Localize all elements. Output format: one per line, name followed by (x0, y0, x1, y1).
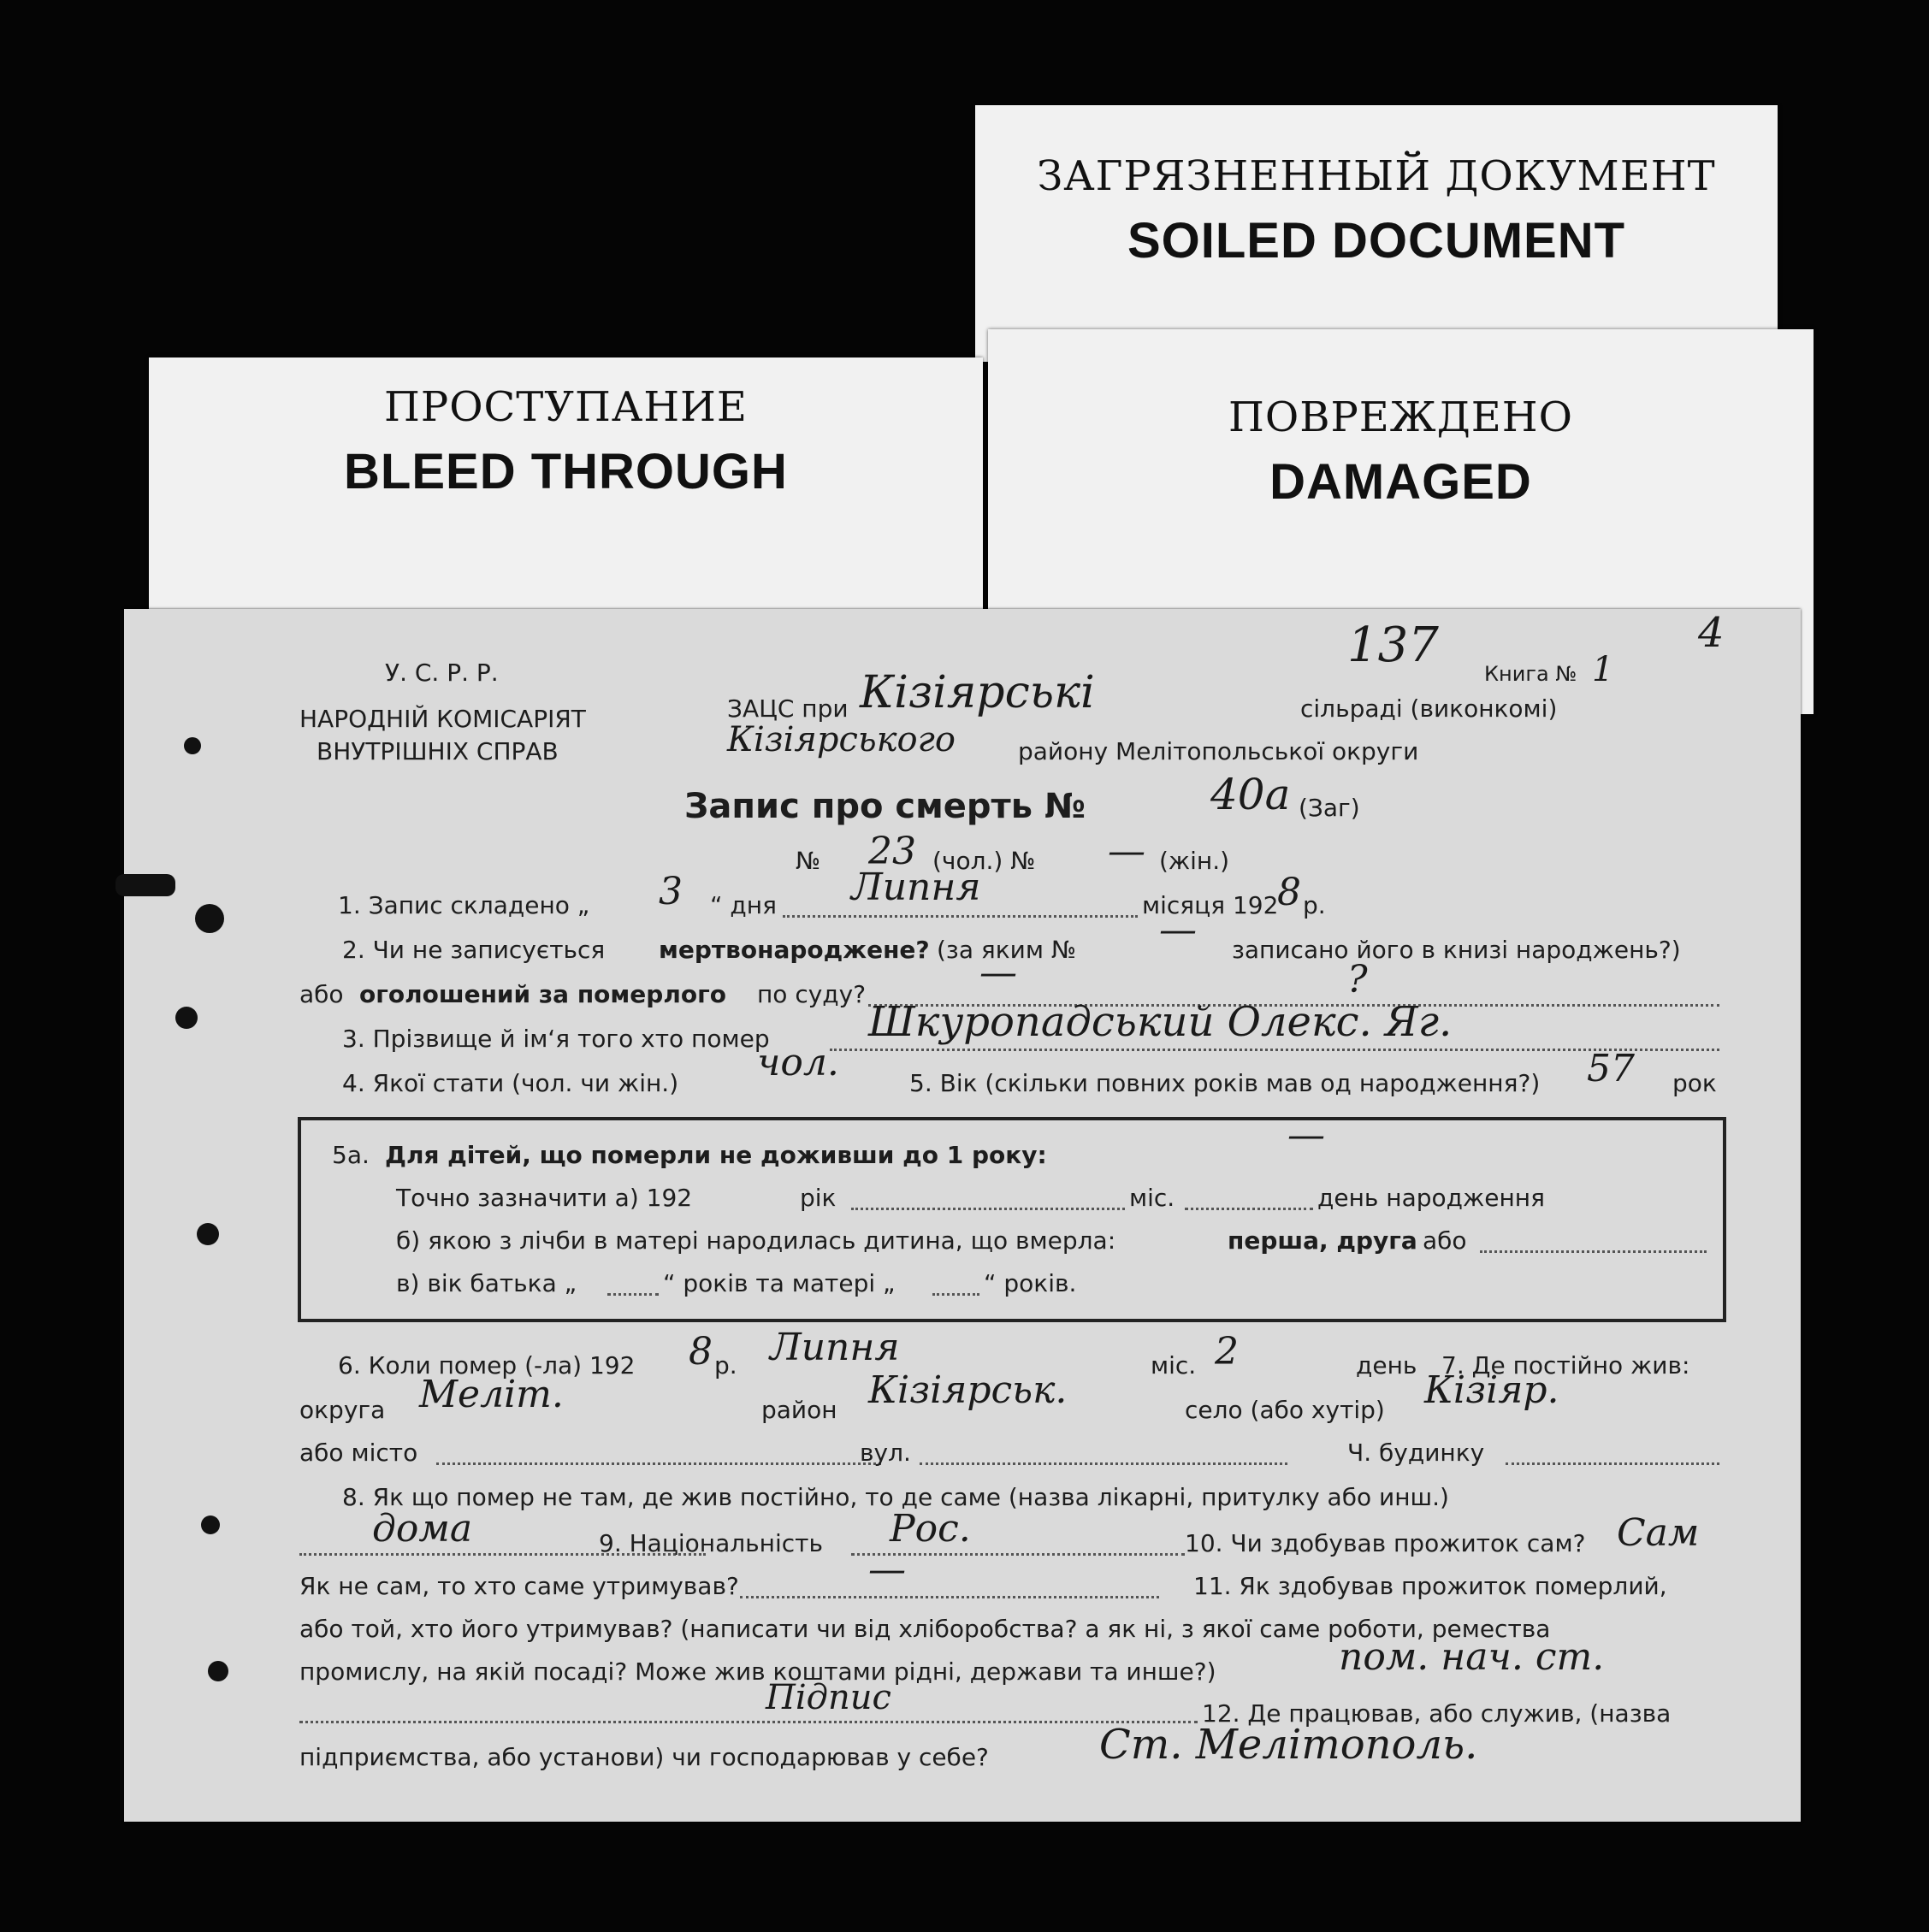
field-7-label: 7. Де постійно жив: (1441, 1351, 1690, 1380)
field-7-misto: або місто (299, 1439, 418, 1467)
field-9-nationality-handwritten: Рос. (890, 1507, 971, 1551)
death-record-form (124, 609, 1801, 1822)
dotted-line (1480, 1250, 1707, 1253)
male-number-handwritten: 23 (868, 830, 916, 873)
commissariat-line-1: НАРОДНІЙ КОМІСАРІЯТ (299, 705, 586, 733)
punch-hole (175, 1007, 198, 1029)
zags-label: ЗАЦС при (727, 694, 849, 723)
field-2-which: (за яким № (937, 936, 1076, 964)
field-7-selo-handwritten: Кізіяр. (1424, 1368, 1559, 1412)
field-10-supported-by: Як не сам, то хто саме утримував? (299, 1572, 739, 1600)
field-1-year-handwritten: 8 (1277, 871, 1301, 914)
field-2-declared: оголошений за померлого (359, 980, 726, 1008)
field-2-stillborn: мертвонароджене? (659, 936, 930, 964)
field-2-dash-handwritten: — (1159, 908, 1197, 952)
punch-hole (115, 874, 175, 896)
dotted-line (1506, 1462, 1719, 1465)
field-6-day-label: день (1356, 1351, 1417, 1380)
field-1-label: 1. Запис складено „ (338, 891, 590, 919)
dotted-line (932, 1293, 979, 1296)
male-label: (чол.) № (932, 847, 1036, 875)
zags-council-handwritten: Кізіярські (860, 667, 1095, 718)
no-label: № (796, 847, 821, 875)
field-12-line-2: підприємства, або установи) чи господарював у себе? (299, 1743, 989, 1771)
field-5a-order: б) якою з лічби в матері народилась дитина, що вмерла: (396, 1226, 1116, 1255)
field-7-okruga: округа (299, 1396, 386, 1424)
field-7-raion: район (761, 1396, 837, 1424)
dotted-line (299, 1721, 1198, 1723)
field-10-label: 10. Чи здобував прожиток сам? (1185, 1529, 1586, 1557)
field-1-r: р. (1303, 891, 1326, 919)
female-number-handwritten: — (1108, 830, 1145, 873)
field-12-label: 12. Де працював, або служив, (назва (1202, 1699, 1672, 1728)
field-5-unit: рок (1672, 1069, 1717, 1097)
field-8-label: 8. Як що помер не там, де жив постійно, то де саме (назва лікарні, притулку або инш.) (342, 1483, 1449, 1511)
field-2-question-handwritten: ? (1347, 958, 1368, 1001)
field-6-r: р. (714, 1351, 737, 1380)
field-4-sex-handwritten: чол. (757, 1041, 839, 1084)
field-5a-years: “ років. (984, 1269, 1077, 1297)
book-label: Книга № (1484, 662, 1577, 686)
dotted-line (783, 915, 1138, 918)
dotted-line (830, 1049, 1719, 1051)
soiled-document-card (975, 105, 1778, 362)
field-9-label: 9. Національність (599, 1529, 823, 1557)
field-11-line-3: промислу, на якій посаді? Може жив коштами рідні, держави та инше?) (299, 1657, 1216, 1686)
field-3-label: 3. Прізвище й ім‘я того хто помер (342, 1025, 770, 1053)
punch-hole (184, 737, 201, 754)
field-2-registered: записано його в книзі народжень?) (1232, 936, 1681, 964)
field-6-day-handwritten: 2 (1215, 1330, 1239, 1374)
dotted-line (607, 1293, 659, 1296)
dotted-line (920, 1462, 1287, 1465)
book-number-handwritten: 1 (1592, 650, 1614, 689)
field-10-self-handwritten: Сам (1617, 1511, 1700, 1555)
field-5a-or: або (1423, 1226, 1467, 1255)
raion-handwritten: Кізіярського (727, 720, 956, 759)
field-3-name-handwritten: Шкуропадський Олекс. Яг. (868, 998, 1453, 1046)
field-4-label: 4. Якої стати (чол. чи жін.) (342, 1069, 679, 1097)
record-number-handwritten: 40а (1210, 770, 1291, 819)
field-1-month-handwritten: Липня (851, 866, 981, 909)
punch-hole (201, 1515, 220, 1534)
field-11-line-2: або той, хто його утримував? (написати чи від хліборобства? а як ні, з якої саме роботи, ремества (299, 1615, 1551, 1643)
signature-handwritten: Підпис (766, 1678, 891, 1717)
field-7-okruga-handwritten: Меліт. (419, 1373, 564, 1416)
bleed-through-card (149, 357, 983, 640)
dotted-line (436, 1462, 881, 1465)
field-5a-mother-age: “ років та матері „ (663, 1269, 896, 1297)
field-7-raion-handwritten: Кізіярськ. (868, 1368, 1068, 1412)
field-6-month-handwritten: Липня (770, 1326, 900, 1369)
field-7-vul: вул. (860, 1439, 911, 1467)
field-8-place-handwritten: дома (372, 1507, 473, 1551)
ussr-label: У. С. Р. Р. (385, 659, 499, 687)
field-12-workplace-handwritten: Ст. Мелітополь. (1099, 1721, 1478, 1769)
dotted-line (1185, 1208, 1313, 1210)
field-5a-month: міс. (1129, 1184, 1175, 1212)
dotted-line (740, 1596, 1159, 1598)
punch-hole (195, 904, 224, 933)
field-5a-year: рік (800, 1184, 837, 1212)
field-5a-first-second: перша, друга (1228, 1226, 1417, 1255)
commissariat-line-2: ВНУТРІШНІХ СПРАВ (317, 737, 559, 765)
field-5-age-handwritten: 57 (1587, 1047, 1635, 1090)
record-suffix: (Заг) (1299, 794, 1360, 822)
field-7-selo: село (або хутір) (1185, 1396, 1385, 1424)
field-10-dash-handwritten: — (868, 1548, 906, 1592)
field-5a-num: 5а. (332, 1141, 370, 1169)
dotted-line (851, 1208, 1125, 1210)
field-5a-birthday: день народження (1317, 1184, 1545, 1212)
soiled-label-ru: ЗАГРЯЗНЕННЫЙ ДОКУМЕНТ (1037, 152, 1716, 200)
field-5a-exact: Точно зазначити а) 192 (396, 1184, 693, 1212)
field-2-dash-2-handwritten: — (979, 951, 1017, 995)
field-5-label: 5. Вік (скільки повних років мав од народження?) (909, 1069, 1541, 1097)
field-2-court: по суду? (757, 980, 867, 1008)
soiled-label-en: SOILED DOCUMENT (1127, 213, 1626, 269)
field-2-label: 2. Чи не записується (342, 936, 606, 964)
female-label: (жін.) (1159, 847, 1230, 875)
field-6-label: 6. Коли помер (-ла) 192 (338, 1351, 636, 1380)
corner-mark-handwritten: 4 (1698, 609, 1725, 657)
raion-label: району Мелітопольської округи (1018, 737, 1419, 765)
field-5a-title: Для дітей, що померли не доживши до 1 року: (385, 1141, 1047, 1169)
damaged-label-ru: ПОВРЕЖДЕНО (1228, 393, 1574, 441)
field-6-year-handwritten: 8 (689, 1330, 713, 1374)
field-7-budynok: Ч. будинку (1347, 1439, 1485, 1467)
punch-hole (197, 1223, 219, 1245)
field-11-label: 11. Як здобував прожиток померлий, (1193, 1572, 1667, 1600)
field-5a-dash-handwritten: — (1287, 1114, 1325, 1157)
damaged-label-en: DAMAGED (1269, 454, 1532, 510)
bleed-label-ru: ПРОСТУПАНИЕ (384, 383, 748, 431)
field-2-or: або (299, 980, 344, 1008)
page-number-handwritten: 137 (1347, 617, 1439, 673)
punch-hole (208, 1661, 228, 1681)
council-label: сільраді (виконкомі) (1300, 694, 1558, 723)
field-1-day-label: “ дня (710, 891, 777, 919)
field-11-occupation-handwritten: пом. нач. ст. (1339, 1635, 1605, 1679)
field-1-month-label: місяця 192 (1142, 891, 1279, 919)
field-1-day-handwritten: 3 (659, 870, 683, 913)
field-5a-father-age: в) вік батька „ (396, 1269, 577, 1297)
record-title: Запис про смерть № (684, 787, 1086, 826)
field-6-month-label: міс. (1151, 1351, 1197, 1380)
bleed-label-en: BLEED THROUGH (344, 444, 788, 499)
